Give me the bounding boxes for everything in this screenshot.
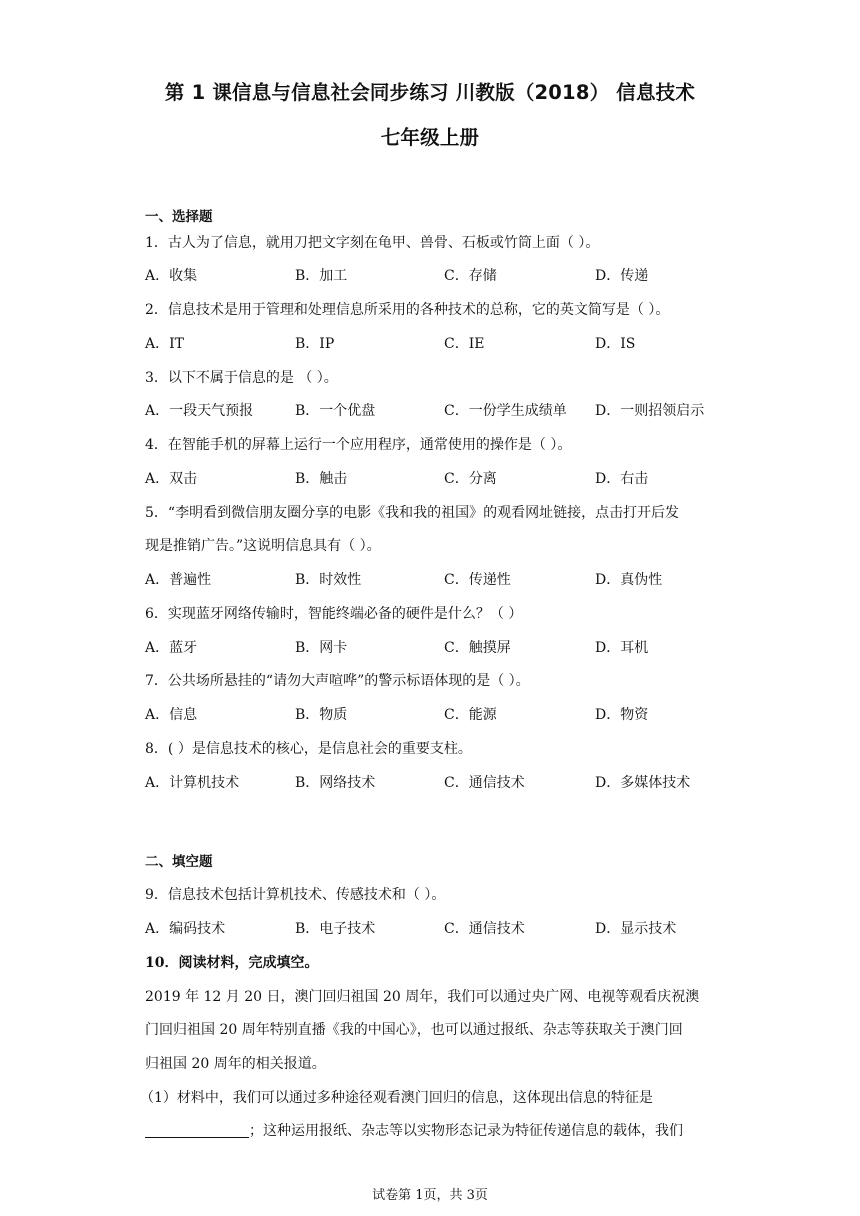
option-b: B．触击 — [295, 471, 348, 487]
sub-question-1: （1）材料中，我们可以通过多种途径观看澳门回归的信息，这体现出信息的特征是 — [140, 1090, 653, 1106]
question-stem: 5．“李明看到微信朋友圈分享的电影《我和我的祖国》的观看网址链接，点击打开后发 — [145, 505, 680, 521]
option-a: A．IT — [145, 336, 184, 352]
option-a: A．计算机技术 — [145, 775, 240, 791]
option-d: D．一则招领启示 — [595, 403, 705, 419]
page-title-line1: 第 1 课信息与信息社会同步练习 川教版（2018） 信息技术 — [164, 81, 696, 104]
page-footer: 试卷第 1页，共 3页 — [372, 1188, 488, 1203]
option-b: B．网络技术 — [295, 775, 376, 791]
option-b: B．时效性 — [295, 572, 362, 588]
reading-material-line: 归祖国 20 周年的相关报道。 — [145, 1056, 326, 1072]
sub-question-1-text: ；这种运用报纸、杂志等以实物形态记录为特征传递信息的载体，我们 — [249, 1123, 683, 1139]
question-stem: 9．信息技术包括计算机技术、传感技术和（ ）。 — [145, 887, 446, 903]
option-d: D．传递 — [595, 268, 649, 284]
question-stem: 7．公共场所悬挂的“请勿大声喧哗”的警示标语体现的是（ ）。 — [145, 673, 530, 689]
question-stem: 1．古人为了信息，就用刀把文字刻在龟甲、兽骨、石板或竹筒上面（ ）。 — [145, 235, 600, 251]
option-b: B．网卡 — [295, 640, 348, 656]
option-a: A．收集 — [145, 268, 198, 284]
option-d: D．IS — [595, 336, 636, 352]
question-stem: 2．信息技术是用于管理和处理信息所采用的各种技术的总称，它的英文简写是（ ）。 — [145, 302, 670, 318]
reading-material-line: 门回归祖国 20 周年特别直播《我的中国心》，也可以通过报纸、杂志等获取关于澳门回 — [145, 1022, 683, 1038]
answer-blank[interactable] — [145, 1123, 249, 1138]
option-d: D．多媒体技术 — [595, 775, 691, 791]
option-b: B．IP — [295, 336, 335, 352]
option-a: A．蓝牙 — [145, 640, 198, 656]
option-c: C．存储 — [444, 268, 497, 284]
section-heading-fill: 二、填空题 — [145, 854, 213, 870]
option-c: C．能源 — [444, 707, 497, 723]
option-b: B．加工 — [295, 268, 348, 284]
option-a: A．编码技术 — [145, 921, 226, 937]
option-d: D．显示技术 — [595, 921, 677, 937]
sub-question-1-continued — [145, 1120, 683, 1140]
option-c: C．通信技术 — [444, 921, 525, 937]
option-a: A．信息 — [145, 707, 198, 723]
option-a: A．普遍性 — [145, 572, 212, 588]
option-c: C．IE — [444, 336, 485, 352]
option-d: D．真伪性 — [595, 572, 663, 588]
question-stem: 3．以下不属于信息的是 （ ）。 — [145, 370, 338, 386]
question-10-heading: 10．阅读材料，完成填空。 — [145, 955, 319, 971]
option-d: D．耳机 — [595, 640, 649, 656]
option-b: B．电子技术 — [295, 921, 376, 937]
reading-material-line: 2019 年 12 月 20 日，澳门回归祖国 20 周年，我们可以通过央广网、电视等观看庆祝澳 — [145, 989, 700, 1005]
option-c: C．分离 — [444, 471, 497, 487]
option-c: C．通信技术 — [444, 775, 525, 791]
option-c: C．一份学生成绩单 — [444, 403, 567, 419]
question-stem: 4．在智能手机的屏幕上运行一个应用程序，通常使用的操作是（ ）。 — [145, 437, 572, 453]
question-stem: 6．实现蓝牙网络传输时，智能终端必备的硬件是什么？（ ） — [145, 606, 523, 622]
option-d: D．右击 — [595, 471, 649, 487]
option-c: C．触摸屏 — [444, 640, 511, 656]
question-stem-continued: 现是推销广告。”这说明信息具有（ ）。 — [145, 538, 381, 554]
option-b: B．物质 — [295, 707, 348, 723]
question-stem: 8．( ）是信息技术的核心，是信息社会的重要支柱。 — [145, 741, 472, 757]
section-heading-choice: 一、选择题 — [145, 209, 213, 225]
option-d: D．物资 — [595, 707, 649, 723]
page-title-line2: 七年级上册 — [380, 126, 480, 149]
option-a: A．双击 — [145, 471, 198, 487]
option-a: A．一段天气预报 — [145, 403, 254, 419]
option-c: C．传递性 — [444, 572, 511, 588]
option-b: B．一个优盘 — [295, 403, 376, 419]
